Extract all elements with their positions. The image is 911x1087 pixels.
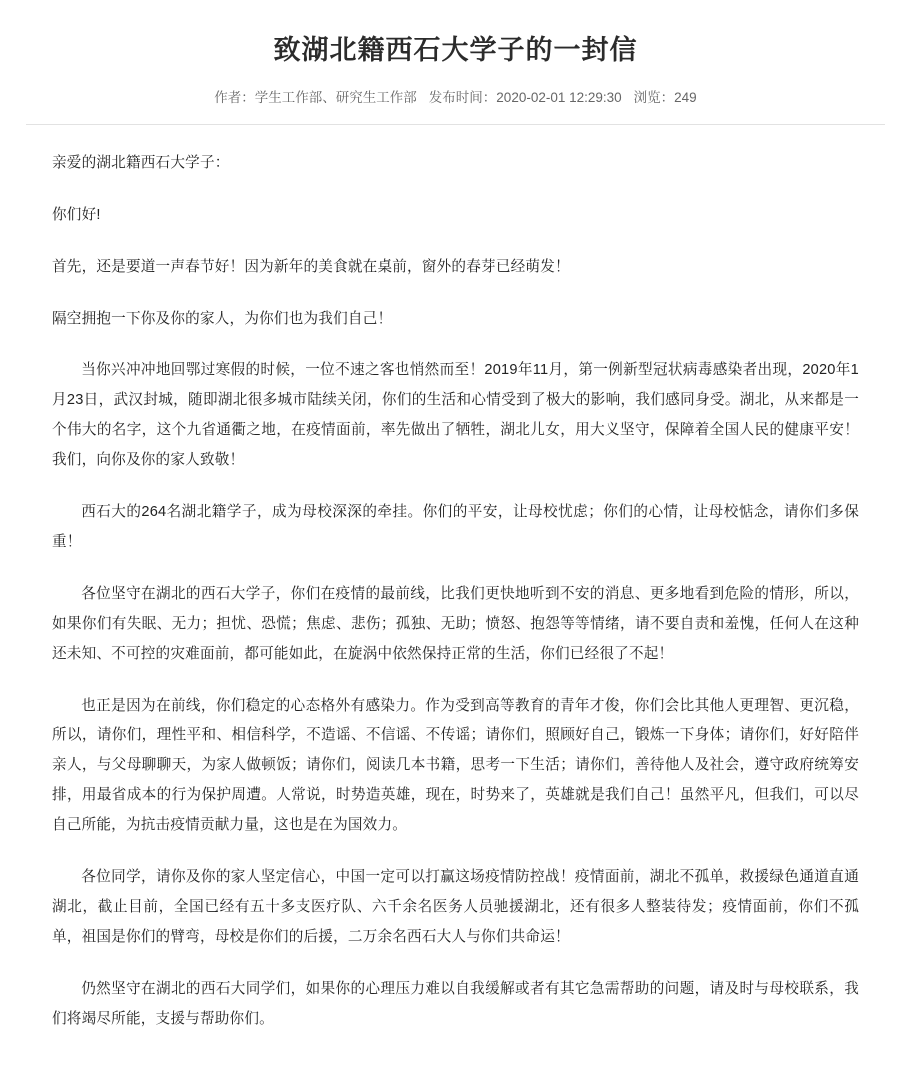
article-paragraph: 各位坚守在湖北的西石大学子，你们在疫情的最前线，比我们更快地听到不安的消息、更多地看到危险的情形，所以，如果你们有失眠、无力；担忧、恐慌；焦虑、悲伤；孤独、无助；愤怒、抱怨等等情绪，请不要自责和羞愧，任何人在这种还未知、不可控的灾难面前，都可能如此，在旋涡中依然保持正常的生活，你们已经很了不起！ xyxy=(52,585,859,662)
article-views: 浏览：249 xyxy=(633,89,697,105)
article-paragraph: 你们好! xyxy=(52,206,101,223)
article-paragraph: 西石大的264名湖北籍学子，成为母校深深的牵挂。你们的平安，让母校忧虑；你们的心情，让母校惦念，请你们多保重！ xyxy=(52,504,859,550)
article-header xyxy=(0,0,911,124)
article-paragraph: 首先，还是要道一声春节好！因为新年的美食就在桌前，窗外的春芽已经萌发！ xyxy=(52,258,570,275)
article-paragraph: 当你兴冲冲地回鄂过寒假的时候，一位不速之客也悄然而至！2019年11月，第一例新型冠状病毒感染者出现，2020年1月23日，武汉封城，随即湖北很多城市陆续关闭，你们的生活和心情受到了极大的影响，我们感同身受。湖北，从来都是一个伟大的名字，这个九省通衢之地，在疫情面前，率先做出了牺牲，湖北儿女，用大义坚守，保障着全国人民的健康平安！我们，向你及你的家人致敬！ xyxy=(52,362,859,469)
article-paragraph: 亲爱的湖北籍西石大学子： xyxy=(52,154,230,171)
article-paragraph: 各位同学，请你及你的家人坚定信心，中国一定可以打赢这场疫情防控战！疫情面前，湖北不孤单，救援绿色通道直通湖北，截止目前，全国已经有五十多支医疗队、六千余名医务人员驰援湖北，还有很多人整装待发；疫情面前，你们不孤单，祖国是你们的臂弯，母校是你们的后援，二万余名西石大人与你们共命运！ xyxy=(52,869,859,945)
article-meta xyxy=(40,86,871,124)
article-body xyxy=(0,125,911,1087)
page-title: 致湖北籍西石大学子的一封信 xyxy=(273,35,638,65)
article-paragraph: 也正是因为在前线，你们稳定的心态格外有感染力。作为受到高等教育的青年才俊，你们会比其他人更理智、更沉稳，所以，请你们，理性平和、相信科学，不造谣、不信谣、不传谣；请你们，照顾好自己，锻炼一下身体；请你们，好好陪伴亲人，与父母聊聊天，为家人做顿饭；请你们，阅读几本书籍，思考一下生活；请你们，善待他人及社会，遵守政府统筹安排，用最省成本的行为保护周遭。人常说，时势造英雄，现在，时势来了，英雄就是我们自己！虽然平凡，但我们，可以尽自己所能，为抗击疫情贡献力量，这也是在为国效力。 xyxy=(52,697,859,834)
article-publish-time: 发布时间：2020-02-01 12:29:30 xyxy=(428,89,622,105)
article-paragraph: 仍然坚守在湖北的西石大同学们，如果你的心理压力难以自我缓解或者有其它急需帮助的问题，请及时与母校联系，我们将竭尽所能，支援与帮助你们。 xyxy=(52,980,859,1027)
article-paragraph: 隔空拥抱一下你及你的家人，为你们也为我们自己！ xyxy=(52,310,393,327)
article-author: 作者：学生工作部、研究生工作部 xyxy=(214,89,417,105)
